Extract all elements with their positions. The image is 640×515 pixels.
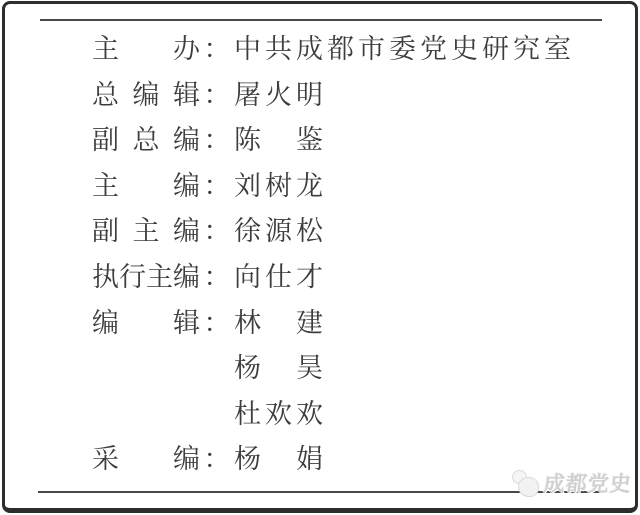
masthead-row [0,27,640,73]
row-label: 执 行 主 编 [92,261,200,292]
row-colon: ： [203,216,231,247]
row-value: 杨 昊 [234,353,327,384]
row-value: 徐源松 [234,216,327,247]
row-label: 主 办 [92,34,200,64]
masthead-row [0,118,640,164]
row-colon: ： [203,444,231,475]
masthead-row [0,209,640,255]
row-colon: ： [203,307,231,338]
row-colon: ： [203,170,231,201]
masthead-row [0,437,640,483]
masthead-row [0,73,640,119]
row-label: 编 辑 [92,307,200,338]
row-label: 副 总 编 [92,125,200,156]
row-label: 副 主 编 [92,216,200,247]
row-value: 向仕才 [234,261,327,292]
row-label: 采 编 [92,444,200,475]
row-value: 屠火明 [234,79,327,110]
row-value: 杜欢欢 [234,398,327,429]
masthead-row [0,164,640,210]
masthead-row [0,392,640,438]
row-value: 林 建 [234,307,327,338]
row-value: 中共成都市委党史研究室 [234,34,575,64]
row-colon: ： [203,34,231,64]
row-colon: ： [203,261,231,292]
masthead-row [0,346,640,392]
bottom-rule [38,491,602,493]
row-colon: ： [203,79,231,110]
row-value: 陈 鉴 [234,125,327,156]
row-colon: ： [203,125,231,156]
watermark-text: 成都党史 [542,473,634,496]
row-value: 杨 娟 [234,444,327,475]
masthead-row [0,301,640,347]
masthead-row [0,255,640,301]
row-label: 总 编 辑 [92,79,200,110]
row-value: 刘树龙 [234,170,327,201]
row-label: 主 编 [92,170,200,201]
